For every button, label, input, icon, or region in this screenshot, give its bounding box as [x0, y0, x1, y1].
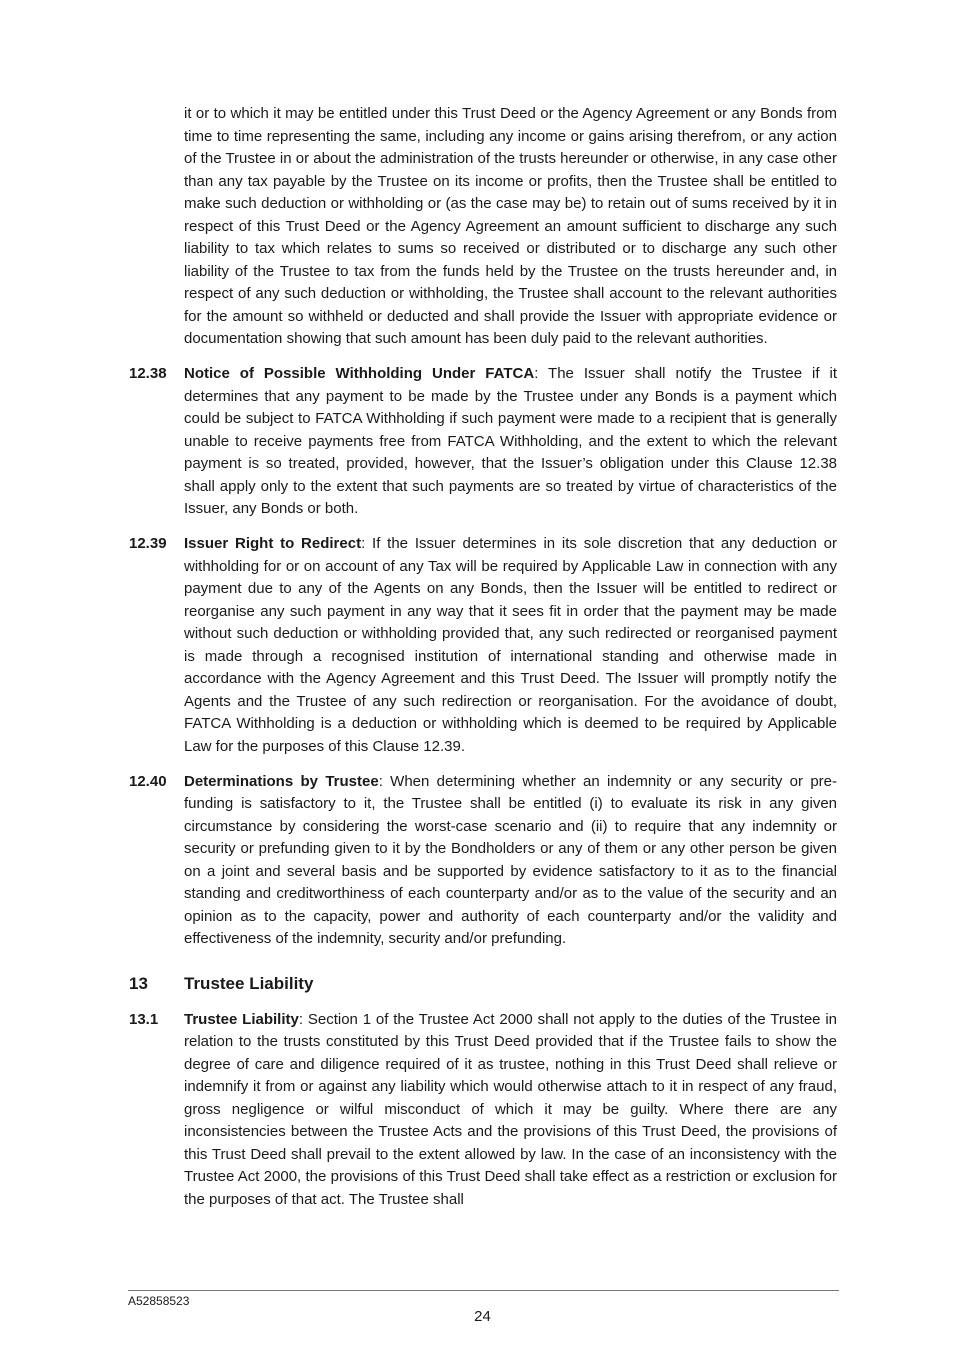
section-number: 13: [129, 973, 148, 993]
document-reference: A52858523: [128, 1294, 190, 1308]
clause-12-38: [129, 363, 837, 521]
clause-text: : Section 1 of the Trustee Act 2000 shall not apply to the duties of the Trustee in relation to the trusts constituted by this Trust Deed provided that if the Trustee fails to show the degree of care and diligence required of it as trustee, nothing in this Trust Deed shall relieve or indemnify it from or against any liability which would otherwise attach to it in respect of any fraud, gross negligence or wilful misconduct of which it may be guilty. Where there are any inconsistencies between the Trustee Acts and the provisions of this Trust Deed, the provisions of this Trust Deed shall prevail to the extent allowed by law. In the case of an inconsistency with the Trustee Act 2000, the provisions of this Trust Deed shall take effect as a restriction or exclusion for the purposes of that act. The Trustee shall: [184, 1010, 838, 1208]
clause-number: 13.1: [129, 1010, 159, 1028]
clause-title: Determinations by Trustee: [184, 772, 379, 790]
footer-divider: [128, 1290, 839, 1291]
clause-text: : If the Issuer determines in its sole discretion that any deduction or withholding for or on account of any Tax will be required by Applicable Law in connection with any payment due to any of the Agents on any Bonds, then the Issuer will be entitled to redirect or reorganise any such payment in any way that it sees fit in order that the payment may be made without such deduction or withholding provided that, any such redirected or reorganised payment is made through a recognised institution of international standing and otherwise made in accordance with the Agency Agreement and this Trust Deed. The Issuer will promptly notify the Agents and the Trustee of any such redirection or reorganisation. For the avoidance of doubt, FATCA Withholding is a deduction or withholding which is deemed to be required by Applicable Law for the purposes of this Clause 12.39.: [184, 535, 837, 755]
clause-12-40: [129, 771, 837, 951]
clause-13-1: [129, 1009, 837, 1212]
paragraph-text: it or to which it may be entitled under this Trust Deed or the Agency Agreement or any Bonds from time to time representing the same, including any income or gains arising therefrom, or any action of the Trustee in or about the administration of the trusts hereunder or otherwise, in any case other than any tax payable by the Trustee on its income or profits, then the Trustee shall be entitled to make such deduction or withholding or (as the case may be) to retain out of sums received by it in respect of this Trust Deed or the Agency Agreement an amount sufficient to discharge any such liability to tax which relates to sums so received or distributed or to discharge any such other liability of the Trustee to tax from the funds held by the Trustee on the trusts hereunder and, in respect of any such deduction or withholding, the Trustee shall account to the relevant authorities for the amount so withheld or deducted and shall provide the Issuer with appropriate evidence or documentation showing that such amount has been duly paid to the relevant authorities.: [184, 105, 837, 347]
section-title: Trustee Liability: [184, 973, 314, 993]
clause-number: 12.38: [129, 365, 167, 382]
clause-title: Issuer Right to Redirect: [184, 535, 362, 552]
clause-text: : When determining whether an indemnity or any security or pre-funding is satisfactory to it, the Trustee shall be entitled (i) to evaluate its risk in any given circumstance by considering the worst-case scenario and (ii) to require that any indemnity or security or prefunding given to it by the Bondholders or any of them or any other person be given on a joint and several basis and be supported by evidence satisfactory to it as to the financial standing and creditworthiness of each counterparty and/or as to the value of the security and an opinion as to the capacity, power and authority of each counterparty and/or the validity and effectiveness of the indemnity, security and/or prefunding.: [184, 772, 837, 947]
clause-12-39: [129, 533, 837, 758]
document-body: [129, 103, 837, 1224]
clause-number: 12.40: [129, 772, 167, 790]
clause-title: Notice of Possible Withholding Under FATCA: [184, 365, 535, 382]
clause-title: Trustee Liability: [184, 1010, 299, 1028]
clause-number: 12.39: [129, 535, 167, 552]
section-heading: [129, 973, 837, 995]
page-number: 24: [474, 1308, 491, 1325]
continued-paragraph: [129, 103, 837, 351]
clause-text: : The Issuer shall notify the Trustee if it determines that any payment to be made by the Trustee under any Bonds is a payment which could be subject to FATCA Withholding if such payment were made to a recipient that is generally unable to receive payments free from FATCA Withholding, and the extent to which the relevant payment is so treated, provided, however, that the Issuer’s obligation under this Clause 12.38 shall apply only to the extent that such payments are so treated by virtue of characteristics of the Issuer, any Bonds or both.: [184, 365, 837, 517]
